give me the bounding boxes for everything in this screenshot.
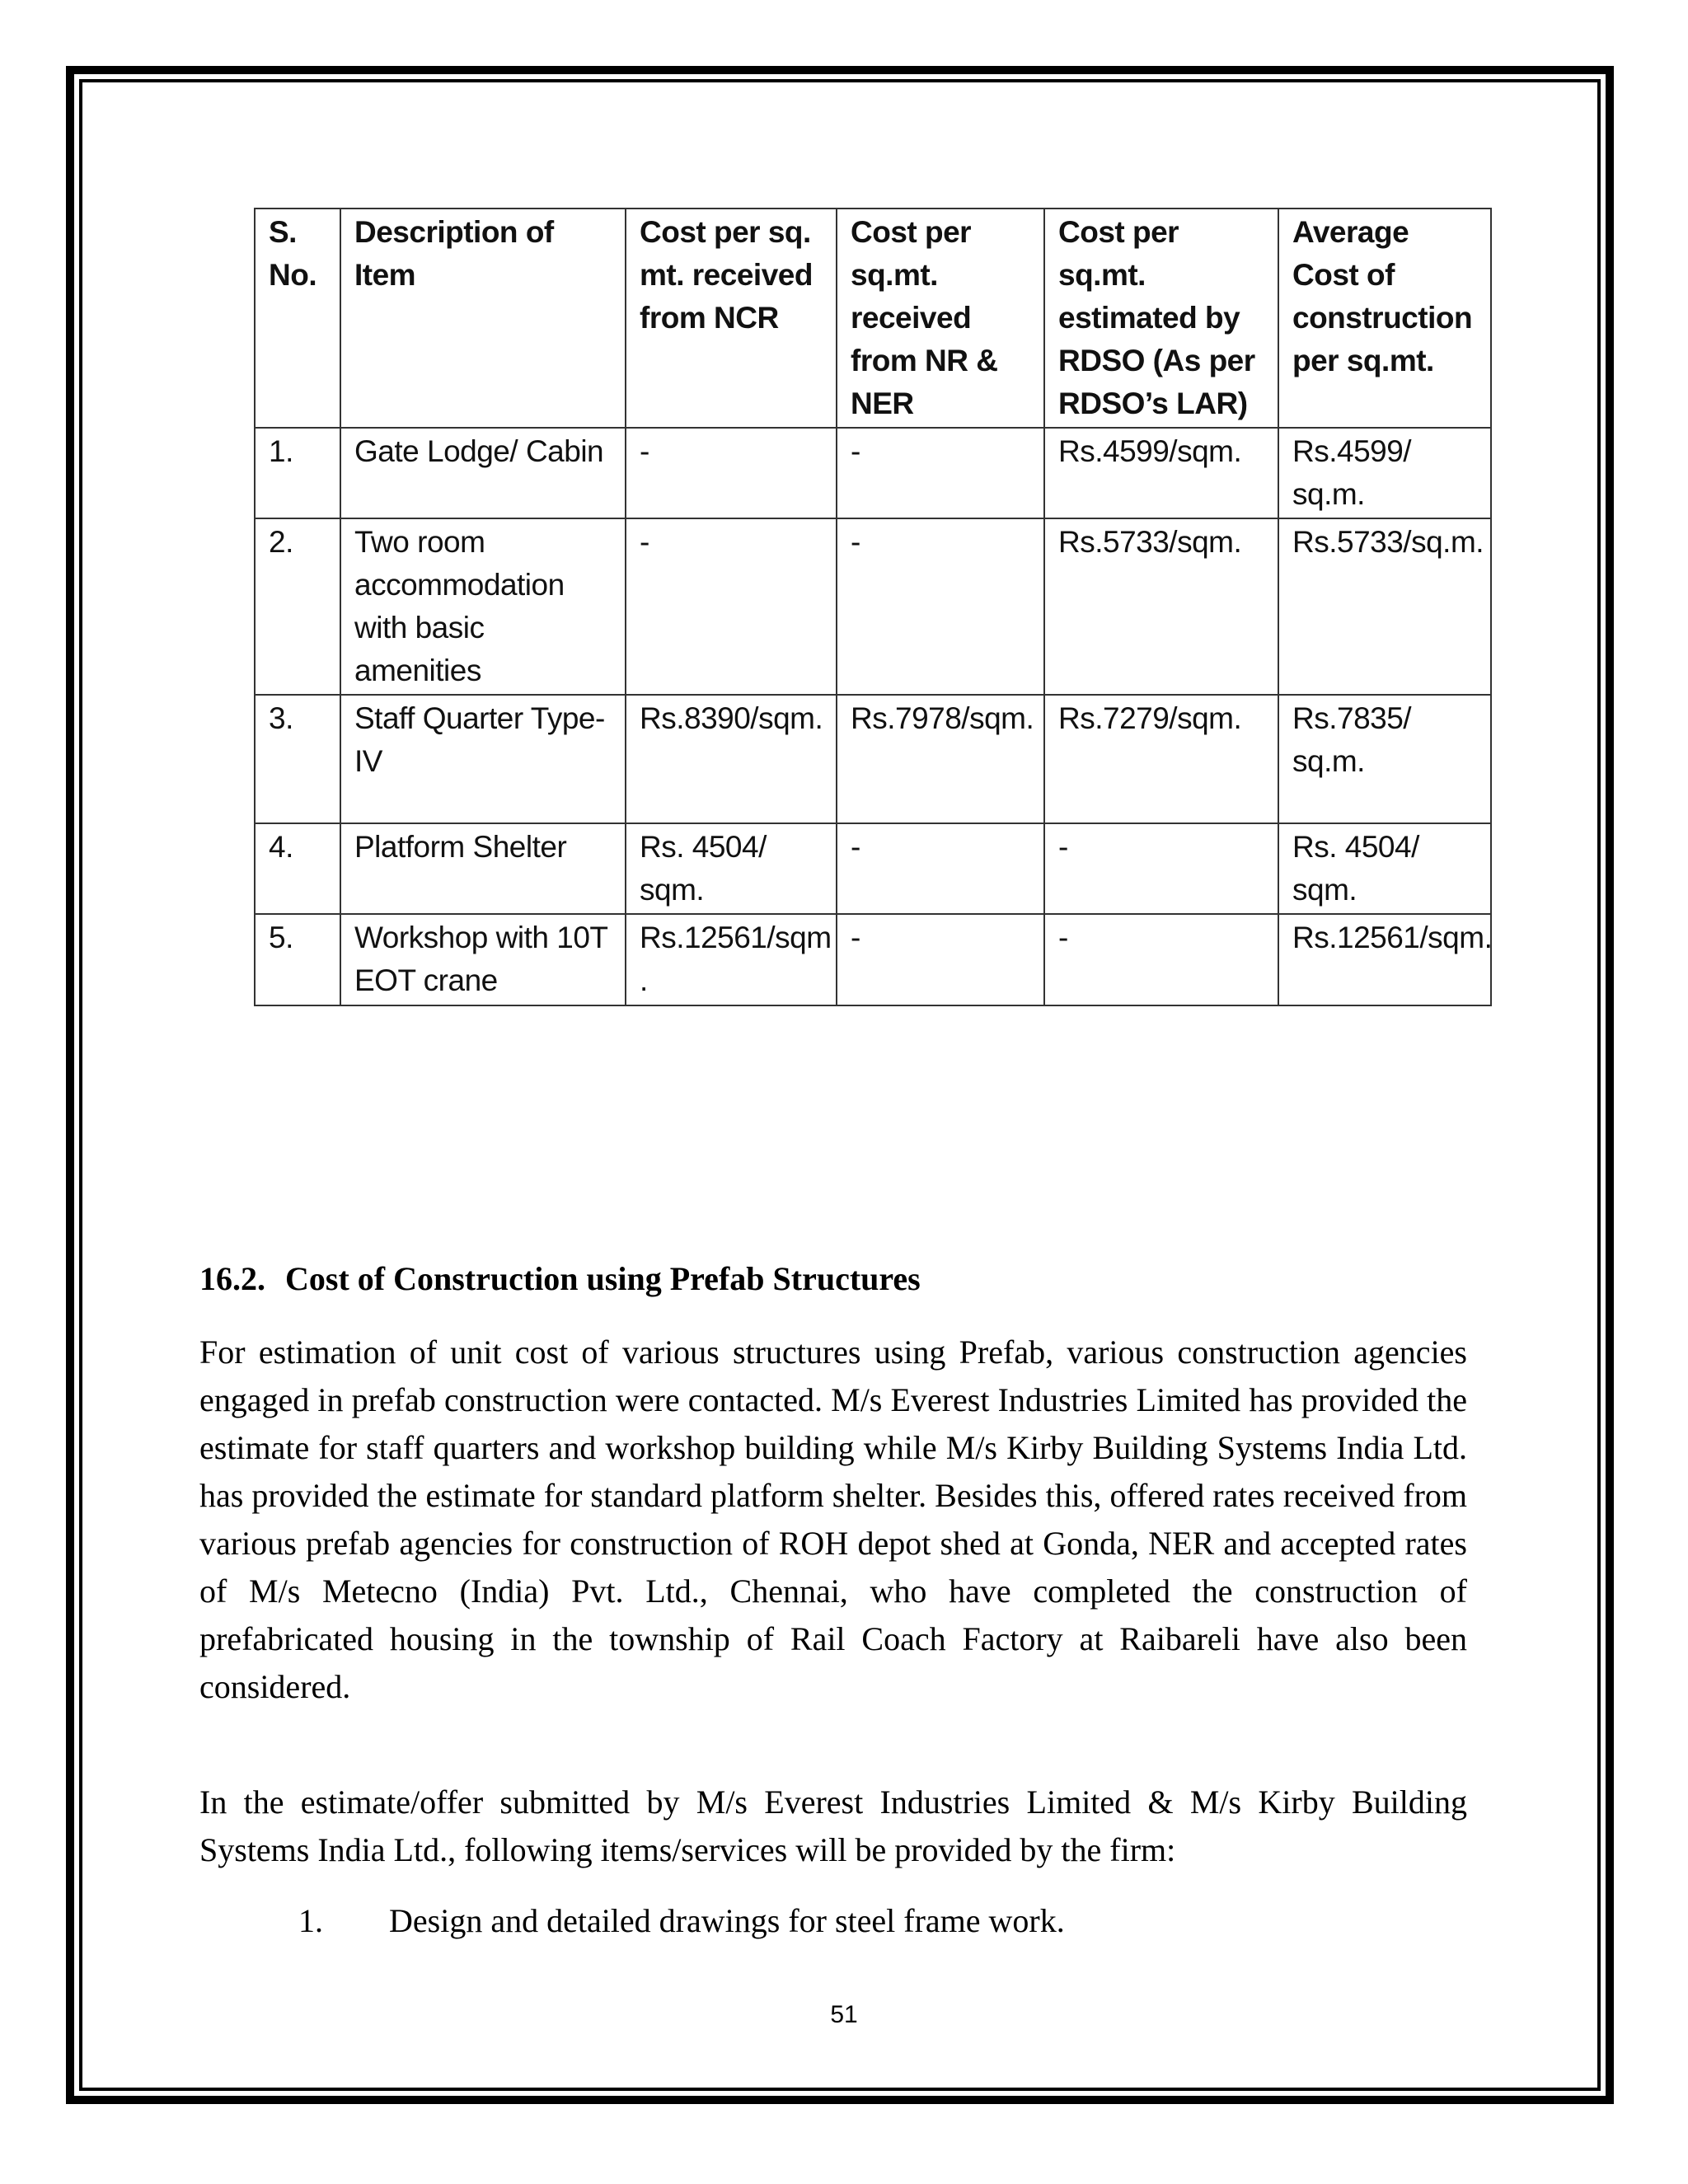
cell-average-cost: Rs.4599/ sq.m. <box>1278 428 1491 518</box>
page-number: 51 <box>830 2001 858 2028</box>
header-cost-ncr: Cost per sq. mt. received from NCR <box>626 209 837 428</box>
table-header-row <box>255 209 1491 428</box>
cell-cost-rdso: - <box>1044 914 1278 1005</box>
header-cost-rdso: Cost per sq.mt. estimated by RDSO (As per RDSO’s LAR) <box>1044 209 1278 428</box>
cell-cost-nr-ner: - <box>837 428 1044 518</box>
cell-description: Platform Shelter <box>340 823 626 914</box>
header-description: Description of Item <box>340 209 626 428</box>
cell-s-no: 2. <box>255 518 340 695</box>
cell-s-no: 3. <box>255 695 340 823</box>
table-row <box>255 518 1491 695</box>
cell-description: Two room accommodation with basic amenities <box>340 518 626 695</box>
section-title: Cost of Construction using Prefab Structures <box>285 1260 921 1297</box>
cost-comparison-table <box>254 208 1492 1006</box>
list-item <box>298 1897 1065 1945</box>
header-s-no: S. No. <box>255 209 340 428</box>
table-row <box>255 914 1491 1005</box>
cell-cost-rdso: Rs.7279/sqm. <box>1044 695 1278 823</box>
cell-average-cost: Rs.5733/sq.m. <box>1278 518 1491 695</box>
cell-cost-nr-ner: Rs.7978/sqm. <box>837 695 1044 823</box>
cell-s-no: 5. <box>255 914 340 1005</box>
section-number: 16.2. <box>199 1260 265 1297</box>
cell-description: Staff Quarter Type-IV <box>340 695 626 823</box>
cell-cost-ncr: Rs. 4504/ sqm. <box>626 823 837 914</box>
cell-average-cost: Rs.7835/ sq.m. <box>1278 695 1491 823</box>
cell-s-no: 4. <box>255 823 340 914</box>
cell-cost-ncr: Rs.8390/sqm. <box>626 695 837 823</box>
cell-average-cost: Rs. 4504/ sqm. <box>1278 823 1491 914</box>
header-cost-nr-ner: Cost per sq.mt. received from NR & NER <box>837 209 1044 428</box>
cell-cost-rdso: Rs.5733/sqm. <box>1044 518 1278 695</box>
table-row <box>255 695 1491 823</box>
header-average-cost: Average Cost of construction per sq.mt. <box>1278 209 1491 428</box>
cell-description: Workshop with 10T EOT crane <box>340 914 626 1005</box>
cell-cost-ncr: Rs.12561/sqm . <box>626 914 837 1005</box>
cell-description: Gate Lodge/ Cabin <box>340 428 626 518</box>
paragraph-items-provided: In the estimate/offer submitted by M/s Everest Industries Limited & M/s Kirby Building Systems India Ltd., following items/services will be provided by the firm: <box>199 1783 1467 1868</box>
paragraph-prefab-estimation: For estimation of unit cost of various structures using Prefab, various construction agencies engaged in prefab construction were contacted. M/s Everest Industries Limited has provided the estimate for staff quarters and workshop building while M/s Kirby Building Systems India Ltd. has provided the estimate for standard platform shelter. Besides this, offered rates received from various prefab agencies for construction of ROH depot shed at Gonda, NER and accepted rates of M/s Metecno (India) Pvt. Ltd., Chennai, who have completed the construction of prefabricated housing in the township of Rail Coach Factory at Raibareli have also been considered. <box>199 1333 1467 1705</box>
table-row <box>255 823 1491 914</box>
cell-cost-ncr: - <box>626 428 837 518</box>
list-item-marker: 1. <box>298 1902 323 1939</box>
cell-cost-ncr: - <box>626 518 837 695</box>
cell-cost-nr-ner: - <box>837 914 1044 1005</box>
cell-cost-nr-ner: - <box>837 518 1044 695</box>
list-item-text: Design and detailed drawings for steel frame work. <box>389 1902 1065 1939</box>
cell-cost-rdso: - <box>1044 823 1278 914</box>
section-heading <box>199 1259 921 1298</box>
cell-cost-rdso: Rs.4599/sqm. <box>1044 428 1278 518</box>
cell-s-no: 1. <box>255 428 340 518</box>
table-row <box>255 428 1491 518</box>
cell-average-cost: Rs.12561/sqm. <box>1278 914 1491 1005</box>
cell-cost-nr-ner: - <box>837 823 1044 914</box>
